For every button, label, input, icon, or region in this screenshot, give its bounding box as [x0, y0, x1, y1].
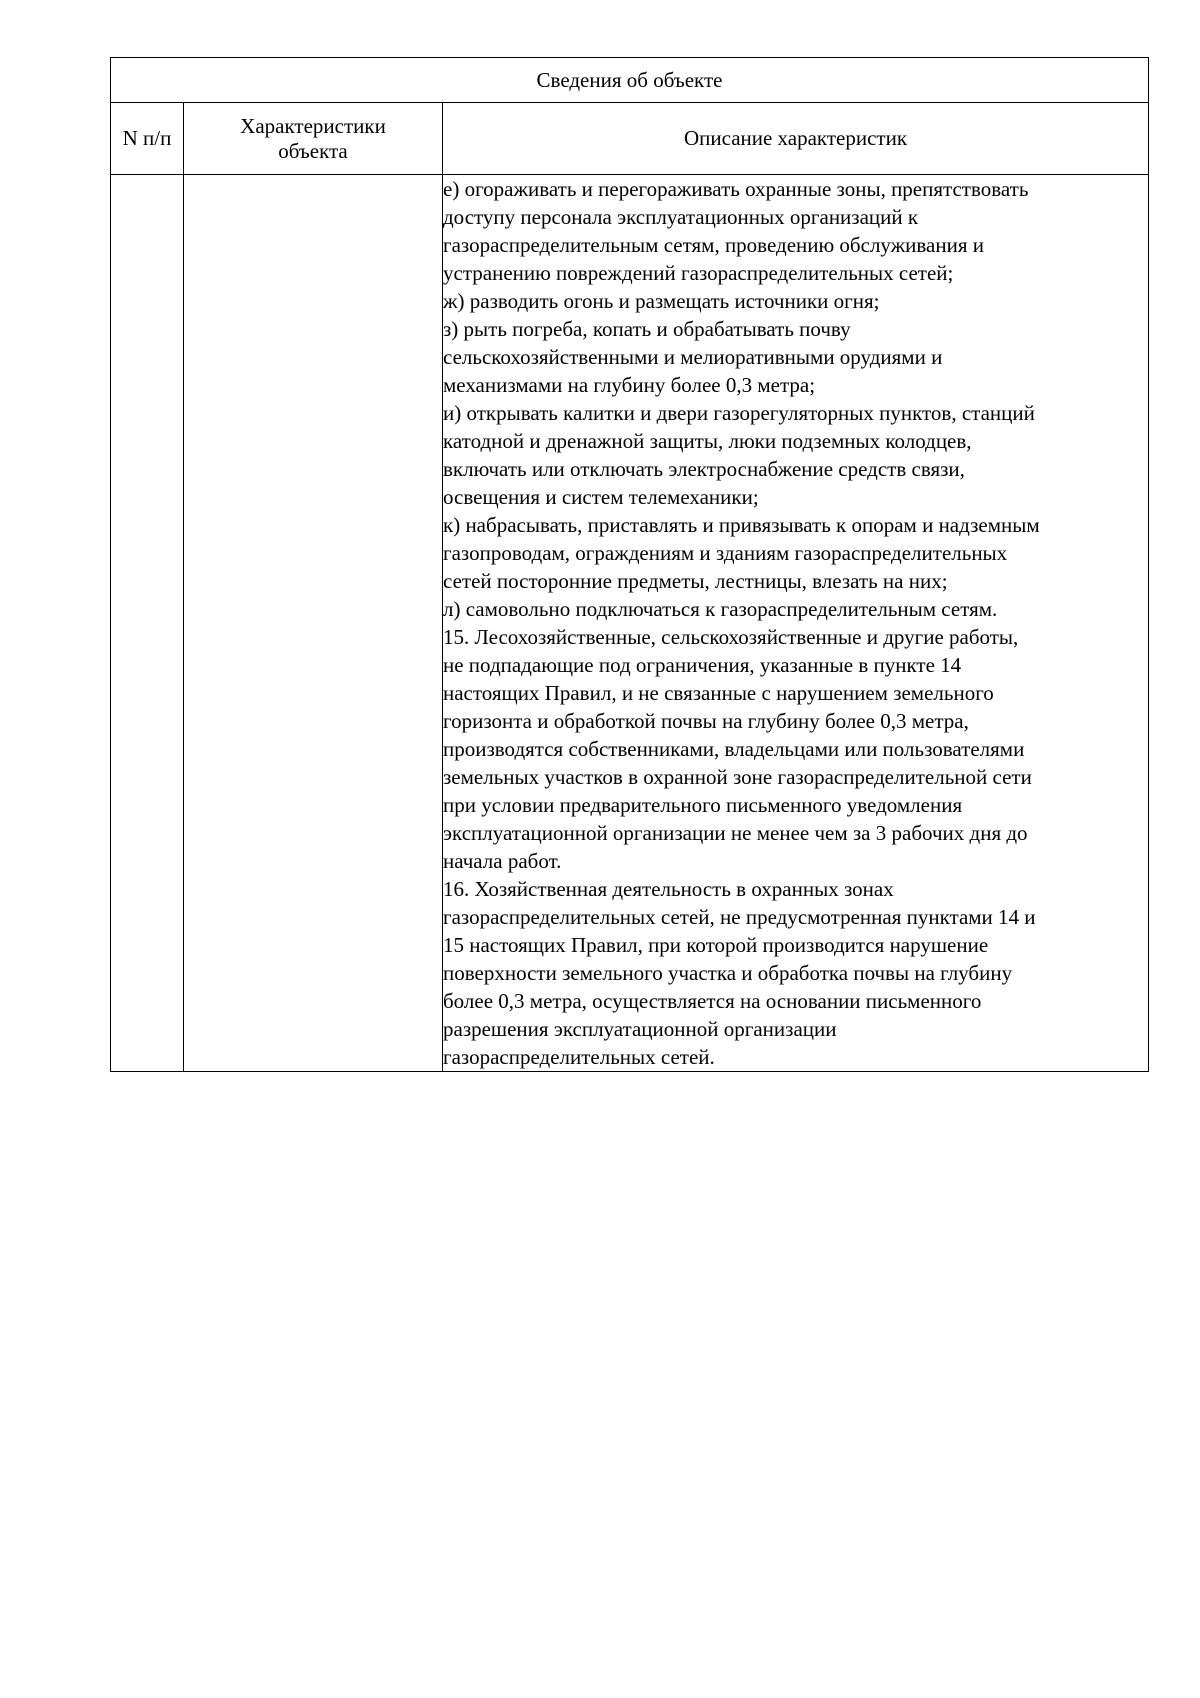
object-info-table	[110, 57, 1149, 1072]
description-line: сельскохозяйственными и мелиоративными орудиями и	[443, 345, 943, 369]
description-line: газораспределительных сетей, не предусмотренная пунктами 14 и	[443, 905, 1036, 929]
header-description: Описание характеристик	[443, 103, 1149, 175]
description-line: производятся собственниками, владельцами или пользователями	[443, 737, 1025, 761]
description-line: е) огораживать и перегораживать охранные зоны, препятствовать	[443, 177, 1029, 201]
header-characteristics-line2: объекта	[278, 138, 348, 163]
description-line: л) самовольно подключаться к газораспределительным сетям.	[443, 597, 998, 621]
description-line: и) открывать калитки и двери газорегуляторных пунктов, станций	[443, 401, 1035, 425]
description-line: земельных участков в охранной зоне газораспределительной сети	[443, 765, 1032, 789]
description-line: з) рыть погреба, копать и обрабатывать почву	[443, 317, 851, 341]
description-line: устранению повреждений газораспределительных сетей;	[443, 261, 954, 285]
description-line: механизмами на глубину более 0,3 метра;	[443, 373, 816, 397]
table-title: Сведения об объекте	[111, 58, 1149, 103]
description-line: сетей посторонние предметы, лестницы, влезать на них;	[443, 569, 948, 593]
description-line: включать или отключать электроснабжение средств связи,	[443, 457, 965, 481]
header-number: N п/п	[111, 103, 184, 175]
table-header-row	[111, 103, 1149, 175]
cell-description	[443, 175, 1149, 1072]
description-line: к) набрасывать, приставлять и привязывать к опорам и надземным	[443, 513, 1040, 537]
description-line: освещения и систем телемеханики;	[443, 485, 759, 509]
table-row	[111, 175, 1149, 1072]
description-line: настоящих Правил, и не связанные с нарушением земельного	[443, 681, 994, 705]
description-line: поверхности земельного участка и обработка почвы на глубину	[443, 961, 1013, 985]
description-line: катодной и дренажной защиты, люки подземных колодцев,	[443, 429, 972, 453]
description-line: газораспределительным сетям, проведению обслуживания и	[443, 233, 984, 257]
cell-characteristics	[184, 175, 443, 1072]
description-line: эксплуатационной организации не менее чем за 3 рабочих дня до	[443, 821, 1028, 845]
description-line: горизонта и обработкой почвы на глубину более 0,3 метра,	[443, 709, 969, 733]
description-line: более 0,3 метра, осуществляется на основании письменного	[443, 989, 982, 1013]
description-line: 15. Лесохозяйственные, сельскохозяйственные и другие работы,	[443, 625, 1019, 649]
header-characteristics	[184, 103, 443, 175]
table-title-row	[111, 58, 1149, 103]
description-line: ж) разводить огонь и размещать источники огня;	[443, 289, 880, 313]
description-line: газопроводам, ограждениям и зданиям газораспределительных	[443, 541, 1008, 565]
description-line: разрешения эксплуатационной организации	[443, 1017, 837, 1041]
description-line: доступу персонала эксплуатационных организаций к	[443, 205, 919, 229]
description-line: начала работ.	[443, 849, 562, 873]
cell-number	[111, 175, 184, 1072]
description-line: газораспределительных сетей.	[443, 1045, 715, 1069]
description-line: 16. Хозяйственная деятельность в охранных зонах	[443, 877, 894, 901]
header-characteristics-line1: Характеристики	[240, 113, 386, 138]
description-line: при условии предварительного письменного уведомления	[443, 793, 963, 817]
description-line: не подпадающие под ограничения, указанные в пункте 14	[443, 653, 962, 677]
description-line: 15 настоящих Правил, при которой производится нарушение	[443, 933, 989, 957]
